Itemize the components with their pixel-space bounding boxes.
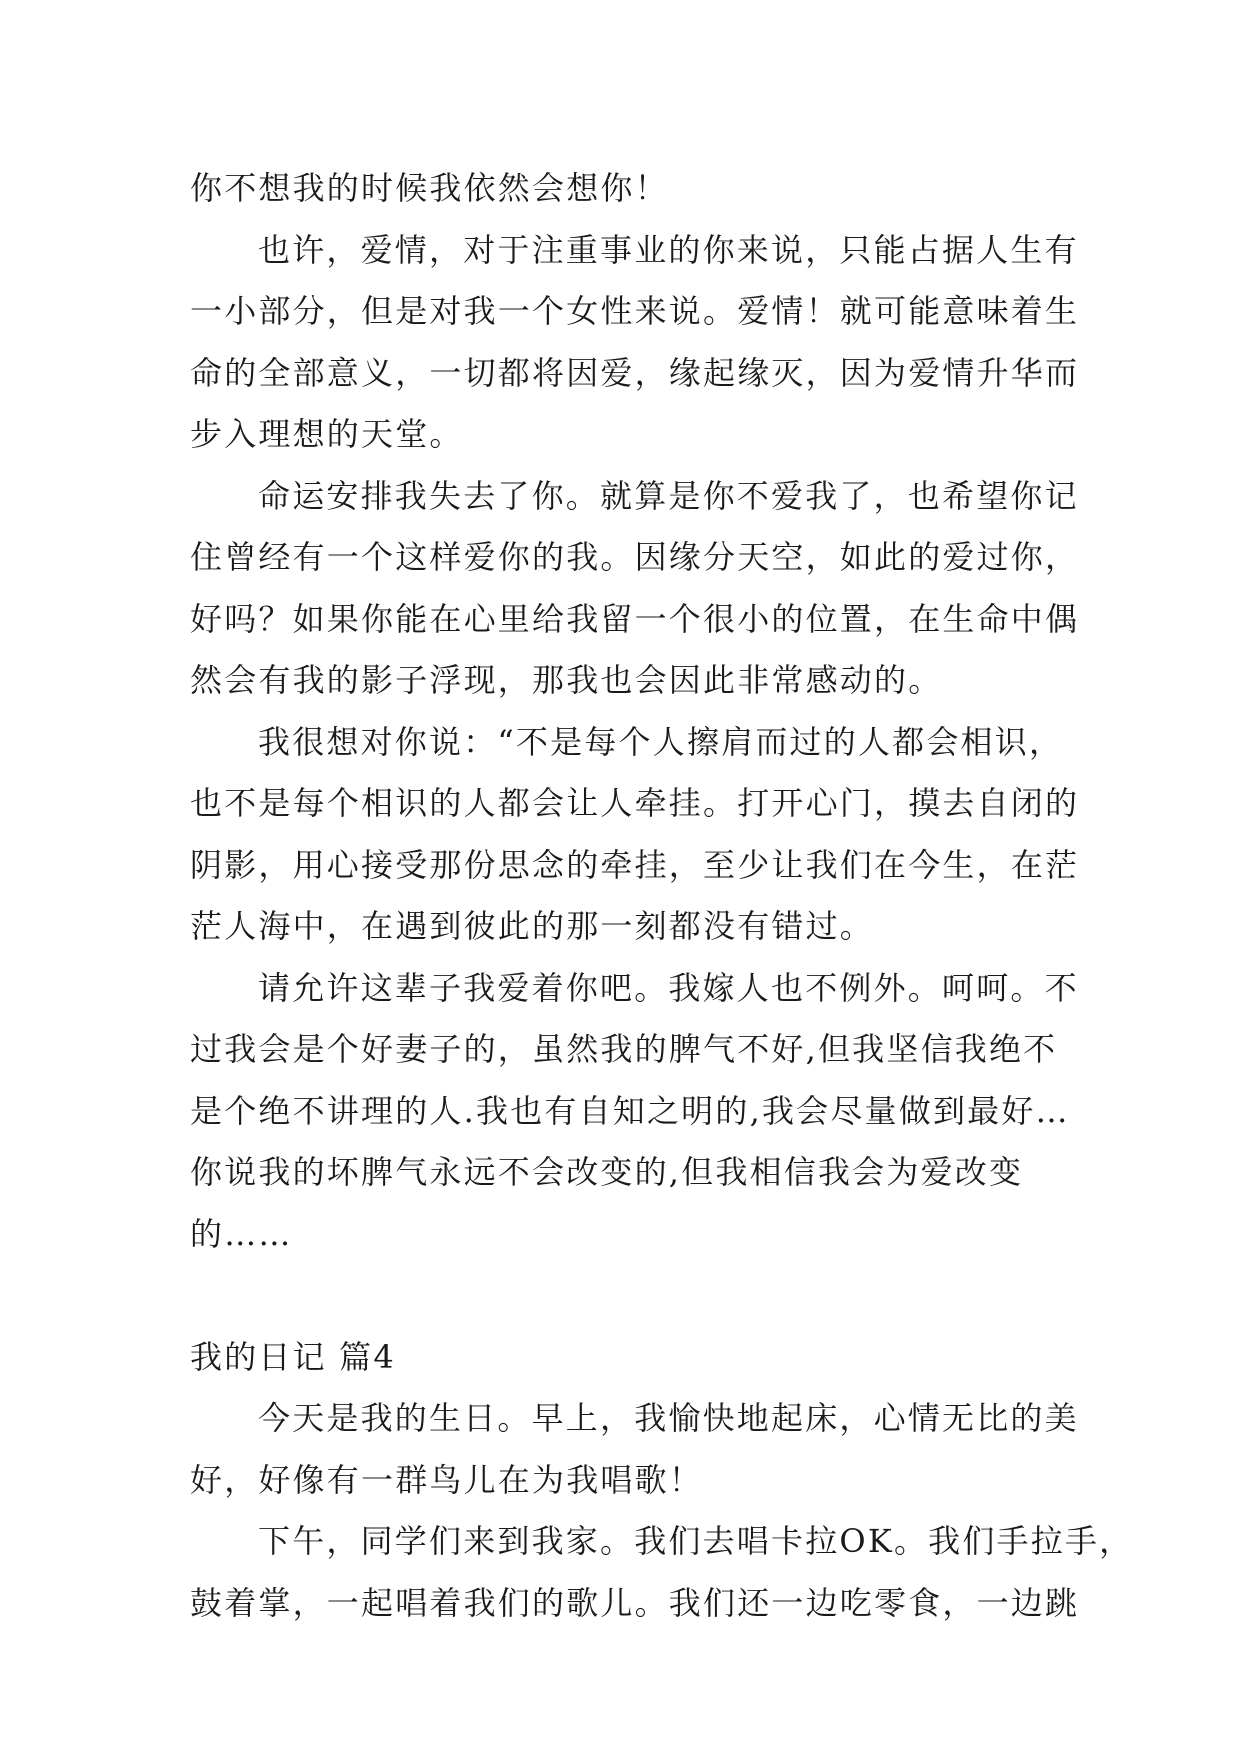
text-line: 命运安排我失去了你。就算是你不爱我了，也希望你记: [258, 476, 1079, 515]
text-line: 今天是我的生日。早上，我愉快地起床，心情无比的美: [258, 1399, 1079, 1437]
text-line: 阴影，用心接受那份思念的牵挂，至少让我们在今生，在茫: [190, 845, 1080, 884]
text-line: 一小部分，但是对我一个女性来说。爱情！就可能意味着生: [190, 292, 1080, 330]
text-line: 命的全部意义，一切都将因爱，缘起缘灭，因为爱情升华而: [190, 353, 1080, 392]
text-line: 我很想对你说：“不是每个人擦肩而过的人都会相识，: [258, 722, 1064, 761]
text-line: 的……: [190, 1214, 293, 1253]
text-line: 鼓着掌，一起唱着我们的歌儿。我们还一边吃零食，一边跳: [190, 1583, 1080, 1622]
document-body: [190, 158, 1134, 1634]
text-line: 你说我的坏脾气永远不会改变的,但我相信我会为爱改变: [190, 1153, 1024, 1191]
text-line: 也不是每个相识的人都会让人牵挂。打开心门，摸去自闭的: [190, 784, 1080, 822]
text-line: 然会有我的影子浮现，那我也会因此非常感动的。: [190, 661, 943, 699]
section-heading: 我的日记 篇4: [190, 1337, 396, 1376]
text-line: 下午，同学们来到我家。我们去唱卡拉OK。我们手拉手，: [258, 1522, 1134, 1560]
text-line: 茫人海中，在遇到彼此的那一刻都没有错过。: [190, 907, 875, 945]
text-line: 住曾经有一个这样爱你的我。因缘分天空，如此的爱过你，: [190, 538, 1080, 576]
text-line: 好吗？如果你能在心里给我留一个很小的位置，在生命中偶: [190, 599, 1080, 638]
text-line: 好，好像有一群鸟儿在为我唱歌！: [190, 1460, 704, 1499]
text-line: 步入理想的天堂。: [190, 415, 464, 453]
text-line: 是个绝不讲理的人.我也有自知之明的,我会尽量做到最好…: [190, 1091, 1070, 1130]
text-line: 也许，爱情，对于注重事业的你来说，只能占据人生有: [258, 230, 1079, 269]
text-line: 过我会是个好妻子的，虽然我的脾气不好,但我坚信我绝不: [190, 1030, 1058, 1068]
section-gap: [190, 1265, 1060, 1327]
text-line: 你不想我的时候我依然会想你！: [190, 169, 669, 207]
text-line: 请允许这辈子我爱着你吧。我嫁人也不例外。呵呵。不: [258, 968, 1079, 1007]
